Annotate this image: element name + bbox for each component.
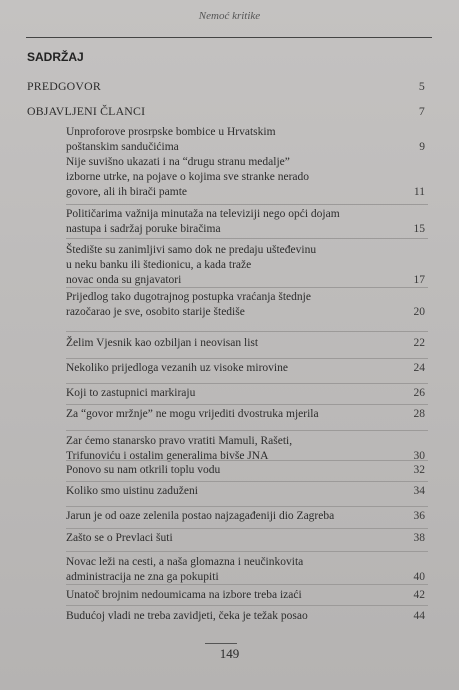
entry-separator bbox=[66, 605, 428, 606]
entry-page-number: 44 bbox=[413, 610, 425, 622]
entry-separator bbox=[66, 551, 428, 552]
entry-separator bbox=[66, 584, 428, 585]
toc-heading: SADRŽAJ bbox=[27, 50, 84, 64]
entry-title-line: Trifunoviću i ostalim generalima bivše JNA bbox=[66, 450, 269, 462]
section-page-number: 7 bbox=[418, 104, 425, 118]
toc-entry bbox=[66, 207, 425, 237]
entry-title-line: novac onda su gnjavatori bbox=[66, 274, 182, 286]
entry-page-number: 26 bbox=[413, 387, 425, 399]
entry-page-number: 22 bbox=[413, 337, 425, 349]
toc-section bbox=[27, 104, 425, 119]
entry-separator bbox=[66, 383, 428, 384]
toc-entry bbox=[66, 555, 425, 585]
running-title: Nemoć kritike bbox=[198, 10, 261, 22]
toc-entry bbox=[66, 407, 425, 422]
entry-title-line: Unatoč brojnim nedoumicama na izbore treba izaći bbox=[66, 589, 302, 601]
entry-title-line: Koji to zastupnici markiraju bbox=[66, 387, 196, 399]
entry-title-line: Budućoj vladi ne treba zavidjeti, čeka je težak posao bbox=[66, 610, 308, 622]
entry-title-line: Jarun je od oaze zelenila postao najzagađeniji dio Zagreba bbox=[66, 510, 335, 522]
toc-entry bbox=[66, 509, 425, 524]
header-rule bbox=[26, 37, 432, 38]
entry-separator bbox=[66, 481, 428, 482]
entry-page-number: 9 bbox=[419, 141, 425, 153]
entry-title-line: Nekoliko prijedloga vezanih uz visoke mirovine bbox=[66, 362, 288, 374]
page-number: 149 bbox=[219, 646, 240, 661]
entry-title-line: Unproforove prosrpske bombice u Hrvatskim bbox=[66, 126, 276, 138]
entry-separator bbox=[66, 430, 428, 431]
entry-separator bbox=[66, 528, 428, 529]
entry-title-line: Političarima važnija minutaža na televiziji nego opći dojam bbox=[66, 208, 340, 220]
toc-entry bbox=[66, 361, 425, 376]
entry-separator bbox=[66, 287, 428, 288]
toc-entry bbox=[66, 155, 425, 200]
entry-title-line: izborne utrke, na pojave o kojima sve stranke nerado bbox=[66, 171, 310, 183]
entry-page-number: 30 bbox=[413, 450, 425, 462]
entry-page-number: 28 bbox=[413, 408, 425, 420]
toc-entry bbox=[66, 386, 425, 401]
folio-rule bbox=[205, 643, 237, 644]
entry-page-number: 11 bbox=[413, 186, 425, 198]
entry-title-line: poštanskim sandučićima bbox=[66, 141, 179, 153]
toc-entry bbox=[66, 125, 425, 155]
toc-entry bbox=[66, 463, 425, 478]
entry-separator bbox=[66, 204, 428, 205]
entry-title-line: Želim Vjesnik kao ozbiljan i neovisan list bbox=[66, 337, 259, 349]
entry-title-line: govore, ali ih birači pamte bbox=[66, 186, 188, 198]
entry-page-number: 24 bbox=[413, 362, 425, 374]
entry-separator bbox=[66, 331, 428, 332]
entry-title-line: Zar ćemo stanarsko pravo vratiti Mamuli, Rašeti, bbox=[66, 435, 293, 447]
toc-entry bbox=[66, 243, 425, 288]
entry-page-number: 36 bbox=[413, 510, 425, 522]
entry-page-number: 20 bbox=[413, 306, 425, 318]
toc-entry bbox=[66, 484, 425, 499]
section-page-number: 5 bbox=[418, 79, 425, 93]
entry-separator bbox=[66, 460, 428, 461]
toc-entry bbox=[66, 290, 425, 320]
entry-title-line: Ponovo su nam otkrili toplu vodu bbox=[66, 464, 221, 476]
toc-section bbox=[27, 79, 425, 94]
entry-title-line: Zašto se o Prevlaci šuti bbox=[66, 532, 173, 544]
entry-title-line: Nije suvišno ukazati i na “drugu stranu medalje” bbox=[66, 156, 290, 168]
entry-page-number: 32 bbox=[413, 464, 425, 476]
section-title: PREDGOVOR bbox=[27, 79, 101, 93]
entry-title-line: Prijedlog tako dugotrajnog postupka vraćanja štednje bbox=[66, 291, 311, 303]
entry-separator bbox=[66, 358, 428, 359]
entry-title-line: razočarao je sve, osobito starije štediše bbox=[66, 306, 245, 318]
entry-title-line: Za “govor mržnje” ne mogu vrijediti dvostruka mjerila bbox=[66, 408, 319, 420]
toc-entry bbox=[66, 336, 425, 351]
entry-title-line: Štedište su zanimljivi samo dok ne predaju ušteđevinu bbox=[66, 244, 317, 256]
entry-title-line: Novac leži na cesti, a naša glomazna i neučinkovita bbox=[66, 556, 304, 568]
entry-title-line: u neku banku ili štedionicu, a kada traže bbox=[66, 259, 252, 271]
entry-page-number: 40 bbox=[413, 571, 425, 583]
entry-page-number: 42 bbox=[413, 589, 425, 601]
toc-entry bbox=[66, 531, 425, 546]
section-title: OBJAVLJENI ČLANCI bbox=[27, 104, 146, 118]
toc-entry bbox=[66, 609, 425, 624]
entry-page-number: 34 bbox=[413, 485, 425, 497]
entry-title-line: administracija ne zna ga pokupiti bbox=[66, 571, 219, 583]
entry-separator bbox=[66, 404, 428, 405]
entry-page-number: 17 bbox=[413, 274, 425, 286]
entry-separator bbox=[66, 506, 428, 507]
entry-separator bbox=[66, 238, 428, 239]
entry-page-number: 15 bbox=[413, 223, 425, 235]
entry-page-number: 38 bbox=[413, 532, 425, 544]
toc-entry bbox=[66, 588, 425, 603]
entry-title-line: Koliko smo uistinu zaduženi bbox=[66, 485, 198, 497]
entry-title-line: nastupa i sadržaj poruke biračima bbox=[66, 223, 221, 235]
